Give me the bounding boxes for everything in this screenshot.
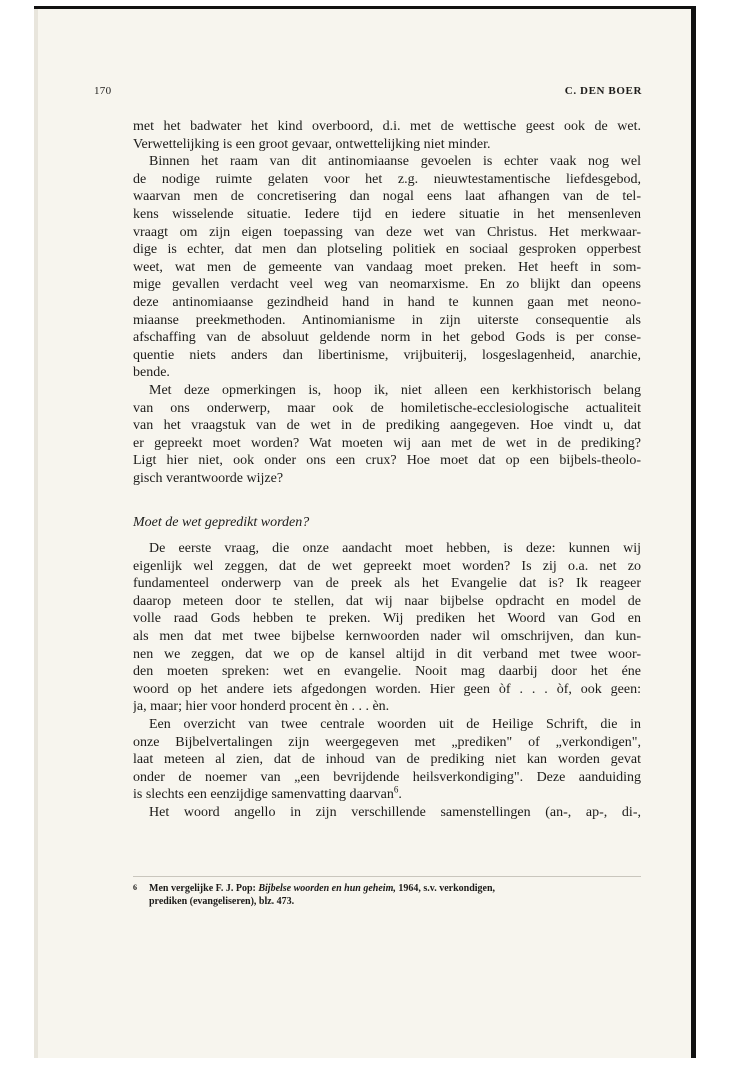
text-line: deze antinomiaanse gezindheid hand in hand te kunnen gaan met neono- [133, 294, 641, 310]
text-line: van het vraagstuk van de wet in de prediking aangegeven. Hoe vindt u, dat [133, 418, 641, 434]
text-line: Ligt hier niet, ook onder ons een crux? Hoe moet dat op een bijbels-theolo- [133, 453, 641, 469]
section-heading: Moet de wet gepredikt worden? [133, 515, 310, 531]
text-line: laat meteen al zien, dat de inhoud van de prediking niet kan worden gevat [133, 752, 641, 768]
text-line: onder de noemer van „een bevrijdende heilsverkondiging". Deze aanduiding [133, 769, 641, 785]
footnote-line [133, 881, 641, 895]
footnote-rule [133, 876, 641, 877]
footnote-line: prediken (evangeliseren), blz. 473. [149, 896, 295, 907]
text-line: van ons onderwerp, maar ook de homiletische-ecclesiologische actualiteit [133, 400, 641, 416]
text-line: is slechts een eenzijdige samenvatting daarvan$^6$. [133, 786, 402, 803]
text-line: waarvan men de concretisering dan nogal eens laat afhangen van de tel- [133, 189, 641, 205]
text-line-content: is slechts een eenzijdige samenvatting daarvan [133, 787, 394, 803]
page-edge-shadow [34, 9, 38, 1058]
page-number: 170 [94, 85, 112, 97]
text-line: Een overzicht van twee centrale woorden uit de Heilige Schrift, die in [149, 717, 641, 732]
running-head-author: C. DEN BOER [564, 85, 642, 97]
text-line: kens wisselende situatie. Iedere tijd en iedere situatie in het mensenleven [133, 206, 641, 222]
text-line: nen we zeggen, dat we op de kansel altijd in dit verband met twee woor- [133, 646, 641, 662]
text-line: mige gevallen verdacht veel weg van neomarxisme. En zo blijkt dan opeens [133, 277, 641, 293]
body-text [133, 118, 641, 822]
text-line: ja, maar; hier voor honderd procent èn . . . èn. [133, 699, 390, 715]
text-line: Met deze opmerkingen is, hoop ik, niet alleen een kerkhistorisch belang [149, 382, 641, 398]
text-line: daarop meteen door te stellen, dat wij naar bijbelse opdracht en model de [133, 593, 641, 609]
text-line: afschaffing van de absoluut geldende norm in het gebod Gods is per conse- [133, 330, 641, 346]
text-line: quentie niets anders dan libertinisme, vrijbuiterij, losgeslagenheid, anarchie, [133, 347, 641, 363]
text-line: weet, wat men de gemeente van vandaag moet preken. Het heeft in som- [133, 259, 641, 275]
text-line: eigenlijk wel zeggen, dat de wet gepreekt moet worden? Is zij o.a. net zo [133, 558, 641, 574]
text-line: de nodige ruimte gelaten voor het z.g. nieuwtestamentische liefdesgebod, [133, 171, 641, 187]
text-line: Het woord angello in zijn verschillende samenstellingen (an-, ap-, di-, [149, 804, 641, 820]
text-line: Binnen het raam van dit antinomiaanse gevoelen is echter vaak nog wel [149, 154, 641, 170]
text-line: miaanse preekmethoden. Antinomianisme in zijn uiterste consequentie als [133, 312, 641, 328]
text-line: gisch verantwoorde wijze? [133, 470, 284, 486]
text-line: volle raad Gods hebben te preken. Wij prediken het Woord van God en [133, 611, 641, 627]
text-line: bende. [133, 365, 170, 381]
footnote-reference[interactable]: 6 [393, 786, 399, 795]
text-line: onze Bijbelvertalingen zijn weergegeven met „prediken" of „verkondigen", [133, 734, 641, 750]
text-line: dige is echter, dat men dan plotseling politiek en sociaal gesproken opperbest [133, 242, 641, 258]
text-line: er gepreekt moet worden? Wat moeten wij aan met de wet in de prediking? [133, 435, 641, 451]
text-line: woord op het andere iets afgedongen worden. Hier geen òf . . . òf, ook geen: [133, 681, 641, 697]
footnote-book-title: Bijbelse woorden en hun geheim, [258, 883, 396, 894]
text-line: met het badwater het kind overboord, d.i. met de wettische geest ook de wet. [133, 119, 641, 134]
text-line: De eerste vraag, die onze aandacht moet hebben, is deze: kunnen wij [149, 541, 641, 557]
text-line: Verwettelijking is een groot gevaar, ontwettelijking niet minder. [133, 136, 491, 152]
footnote-number: 6 [133, 883, 137, 892]
footnote-prefix: Men vergelijke F. J. Pop: [149, 883, 259, 894]
text-line: als men dat met twee bijbelse kernwoorden nader wil omschrijven, dan kun- [133, 629, 641, 645]
footnotes [133, 876, 641, 908]
text-line: vraagt om zijn eigen toepassing van deze wet van Christus. Het merkwaar- [133, 224, 641, 240]
text-line: den moeten spreken: wet en evangelie. Nooit mag daarbij door het éne [133, 664, 641, 680]
text-line: fundamenteel onderwerp van de preek als het Evangelie dat is? Ik reageer [133, 576, 641, 592]
footnote-suffix: 1964, s.v. verkondigen, [395, 883, 496, 894]
